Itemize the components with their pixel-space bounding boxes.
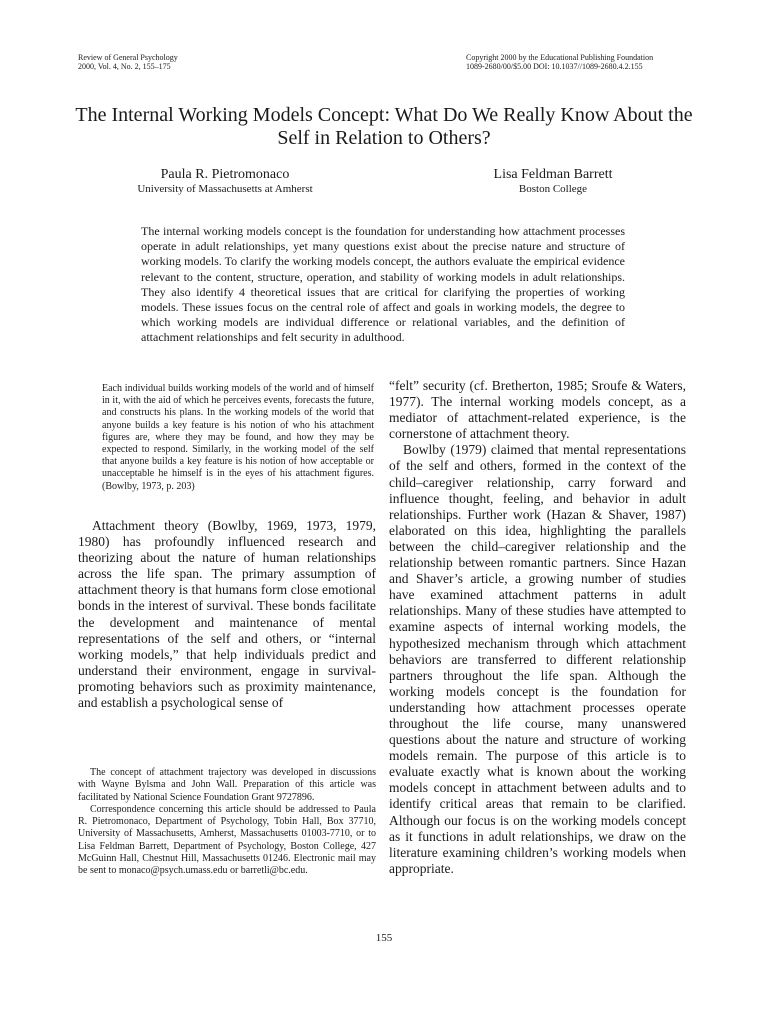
right-column — [389, 378, 686, 877]
page-number: 155 — [375, 932, 393, 944]
epigraph-quote: Each individual builds working models of the world and of himself in it, with the aid of which he perceives events, forecasts the future, and constructs his plans. In the working models of the world that anyone builds a key feature is his notion of who his attachment figures are, where they may be found, and how they may be expected to respond. Similarly, in the working model of the self that anyone builds a key feature is his notion of how acceptable or unacceptable he himself is in the eyes of his attachment figures. (Bowlby, 1973, p. 203) — [102, 383, 374, 492]
correspondence-note: Correspondence concerning this article should be addressed to Paula R. Pietromonaco, Department of Psychology, Tobin Hall, Box 37710, University of Massachusetts, Amherst, Massachusetts 01003-7710, or to Lisa Feldman Barrett, Department of Psychology, Boston College, 427 McGuinn Hall, Chestnut Hill, Massachusetts 01246. Electronic mail may be sent to monaco@psych.umass.edu or barretli@bc.edu. — [78, 803, 376, 877]
author-name: Paula R. Pietromonaco — [160, 167, 290, 182]
abstract: The internal working models concept is the foundation for understanding how attachment processes operate in adult relationships, yet many questions exist about the precise nature and structure of working models. To clarify the working models concept, the authors evaluate the empirical evidence relevant to the content, structure, operation, and stability of working models in adult relationships. They also identify 4 theoretical issues that are critical for clarifying the properties of working models. These issues focus on the central role of affect and goals in working models, the degree to which working models are individual difference or relational variables, and the definition of attachment relationships and felt security in adulthood. — [141, 224, 625, 345]
doi-line: 1089-2680/00/$5.00 DOI: 10.1037//1089-2680.4.2.155 — [466, 62, 643, 71]
author-name: Lisa Feldman Barrett — [493, 167, 613, 182]
author-affiliation: Boston College — [518, 183, 588, 195]
author-affiliation: University of Massachusetts at Amherst — [137, 183, 313, 195]
intro-paragraph: Attachment theory (Bowlby, 1969, 1973, 1979, 1980) has profoundly influenced research and theorizing about the nature of human relationships across the life span. The primary assumption of attachment theory is that humans form close emotional bonds in the interest of survival. These bonds facilitate the development and maintenance of mental representations of the self and others, or “internal working models,” that help individuals predict and understand their environment, engage in survival-promoting behaviors such as proximity maintenance, and establish a psychological sense of — [78, 518, 376, 711]
footnotes — [78, 767, 376, 878]
paragraph-continuation: “felt” security (cf. Bretherton, 1985; Sroufe & Waters, 1977). The internal working models concept, as a mediator of attachment-related experience, is the cornerstone of attachment theory. — [389, 378, 686, 442]
copyright-line: Copyright 2000 by the Educational Publishing Foundation — [466, 53, 654, 62]
journal-name: Review of General Psychology — [78, 53, 178, 62]
article-title: The Internal Working Models Concept: What Do We Really Know About the Self in Relation to Others? — [75, 104, 693, 149]
journal-citation — [78, 53, 178, 71]
author-1 — [100, 168, 350, 196]
author-2 — [428, 168, 678, 196]
body-paragraph: Bowlby (1979) claimed that mental representations of the self and others, formed in the context of the child–caregiver relationship, carry forward and influence thought, feeling, and behavior in adult relationships. Further work (Hazan & Shaver, 1987) elaborated on this idea, highlighting the parallels between the child–caregiver relationship and the relationship between romantic partners. Since Hazan and Shaver’s article, a growing number of studies have examined attachment patterns in adult relationships. Many of these studies have attempted to examine aspects of internal working models, the hypothesized mechanism through which attachment behaviors are transferred to different relationship partners throughout the life span. Although the working models concept is the foundation for understanding how attachment processes operate throughout the life course, many unanswered questions about the nature and structure of working models remain. The purpose of this article is to evaluate exactly what is known about the working models concept in attachment between adults and to identify critical areas that remain to be clarified. Although our focus is on the working models concept as it functions in adult relationships, we draw on the literature examining children’s working models when appropriate. — [389, 442, 686, 876]
journal-volume: 2000, Vol. 4, No. 2, 155–175 — [78, 62, 171, 71]
copyright-notice — [466, 53, 653, 71]
acknowledgment-note: The concept of attachment trajectory was developed in discussions with Wayne Bylsma and John Wall. Preparation of this article was facilitated by National Science Foundation Grant 9727896. — [78, 767, 376, 803]
